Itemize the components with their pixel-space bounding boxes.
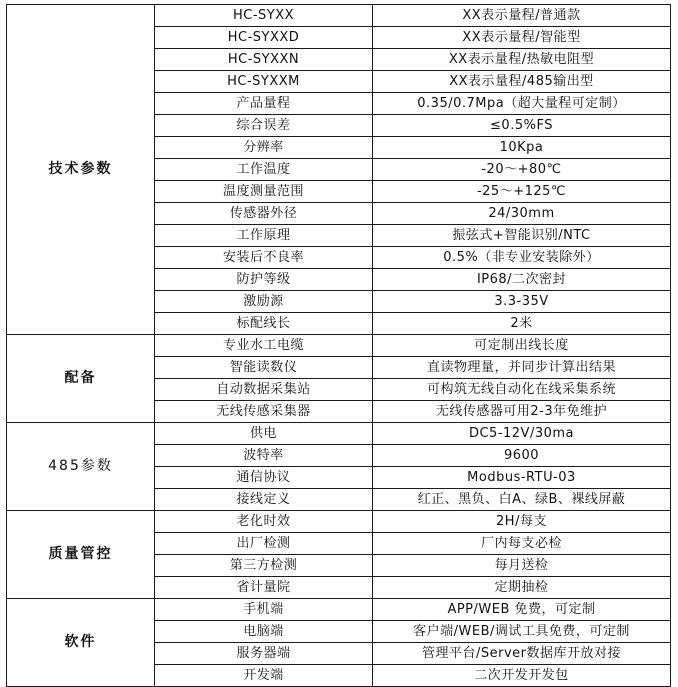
param-name: 通信协议 <box>155 467 373 489</box>
param-name: 第三方检测 <box>155 555 373 577</box>
param-name: 波特率 <box>155 445 373 467</box>
param-value: XX表示量程/热敏电阻型 <box>373 49 671 71</box>
param-name: 无线传感采集器 <box>155 401 373 423</box>
param-value: 厂内每支必检 <box>373 533 671 555</box>
param-value: 无线传感器可用2-3年免维护 <box>373 401 671 423</box>
param-name: 综合误差 <box>155 115 373 137</box>
param-value: 直读物理量，并同步计算出结果 <box>373 357 671 379</box>
param-value: 振弦式+智能识别/NTC <box>373 225 671 247</box>
param-value: 客户端/WEB/调试工具免费，可定制 <box>373 621 671 643</box>
table-row <box>7 335 671 357</box>
param-value: XX表示量程/普通款 <box>373 5 671 27</box>
param-name: 服务器端 <box>155 643 373 665</box>
param-value: 2H/每支 <box>373 511 671 533</box>
param-name: 智能读数仪 <box>155 357 373 379</box>
param-name: 开发端 <box>155 665 373 687</box>
param-value: 每月送检 <box>373 555 671 577</box>
param-name: 电脑端 <box>155 621 373 643</box>
table-row <box>7 511 671 533</box>
spec-table <box>6 4 671 687</box>
param-value: 3.3-35V <box>373 291 671 313</box>
param-value: 二次开发开发包 <box>373 665 671 687</box>
group-label: 配备 <box>7 335 155 423</box>
param-name: HC-SYXX <box>155 5 373 27</box>
param-name: 工作温度 <box>155 159 373 181</box>
param-name: 自动数据采集站 <box>155 379 373 401</box>
param-value: 可构筑无线自动化在线采集系统 <box>373 379 671 401</box>
table-row <box>7 5 671 27</box>
param-name: HC-SYXXD <box>155 27 373 49</box>
param-name: 传感器外径 <box>155 203 373 225</box>
group-label: 485参数 <box>7 423 155 511</box>
param-name: 分辨率 <box>155 137 373 159</box>
param-name: 温度测量范围 <box>155 181 373 203</box>
param-name: 产品量程 <box>155 93 373 115</box>
param-name: 手机端 <box>155 599 373 621</box>
param-value: Modbus-RTU-03 <box>373 467 671 489</box>
param-value: ≤0.5%FS <box>373 115 671 137</box>
param-name: 工作原理 <box>155 225 373 247</box>
param-value: 定期抽检 <box>373 577 671 599</box>
spec-table-body <box>7 5 671 687</box>
param-name: 标配线长 <box>155 313 373 335</box>
param-value: 24/30mm <box>373 203 671 225</box>
param-value: APP/WEB 免费，可定制 <box>373 599 671 621</box>
param-name: 老化时效 <box>155 511 373 533</box>
param-name: 接线定义 <box>155 489 373 511</box>
param-value: 可定制出线长度 <box>373 335 671 357</box>
group-label: 技术参数 <box>7 5 155 335</box>
param-value: XX表示量程/485输出型 <box>373 71 671 93</box>
param-name: 出厂检测 <box>155 533 373 555</box>
param-name: 安装后不良率 <box>155 247 373 269</box>
param-value: 10Kpa <box>373 137 671 159</box>
param-name: 专业水工电缆 <box>155 335 373 357</box>
param-value: -20～+80℃ <box>373 159 671 181</box>
param-value: DC5-12V/30ma <box>373 423 671 445</box>
param-name: HC-SYXXM <box>155 71 373 93</box>
table-row <box>7 599 671 621</box>
param-value: XX表示量程/智能型 <box>373 27 671 49</box>
param-name: HC-SYXXN <box>155 49 373 71</box>
group-label: 软件 <box>7 599 155 687</box>
param-name: 供电 <box>155 423 373 445</box>
param-value: IP68/二次密封 <box>373 269 671 291</box>
param-name: 防护等级 <box>155 269 373 291</box>
group-label: 质量管控 <box>7 511 155 599</box>
param-value: 9600 <box>373 445 671 467</box>
param-value: -25～+125℃ <box>373 181 671 203</box>
param-name: 激励源 <box>155 291 373 313</box>
param-value: 0.5%（非专业安装除外） <box>373 247 671 269</box>
param-value: 管理平台/Server数据库开放对接 <box>373 643 671 665</box>
param-value: 红正、黑负、白A、绿B、裸线屏蔽 <box>373 489 671 511</box>
param-value: 2米 <box>373 313 671 335</box>
table-row <box>7 423 671 445</box>
param-name: 省计量院 <box>155 577 373 599</box>
param-value: 0.35/0.7Mpa（超大量程可定制） <box>373 93 671 115</box>
